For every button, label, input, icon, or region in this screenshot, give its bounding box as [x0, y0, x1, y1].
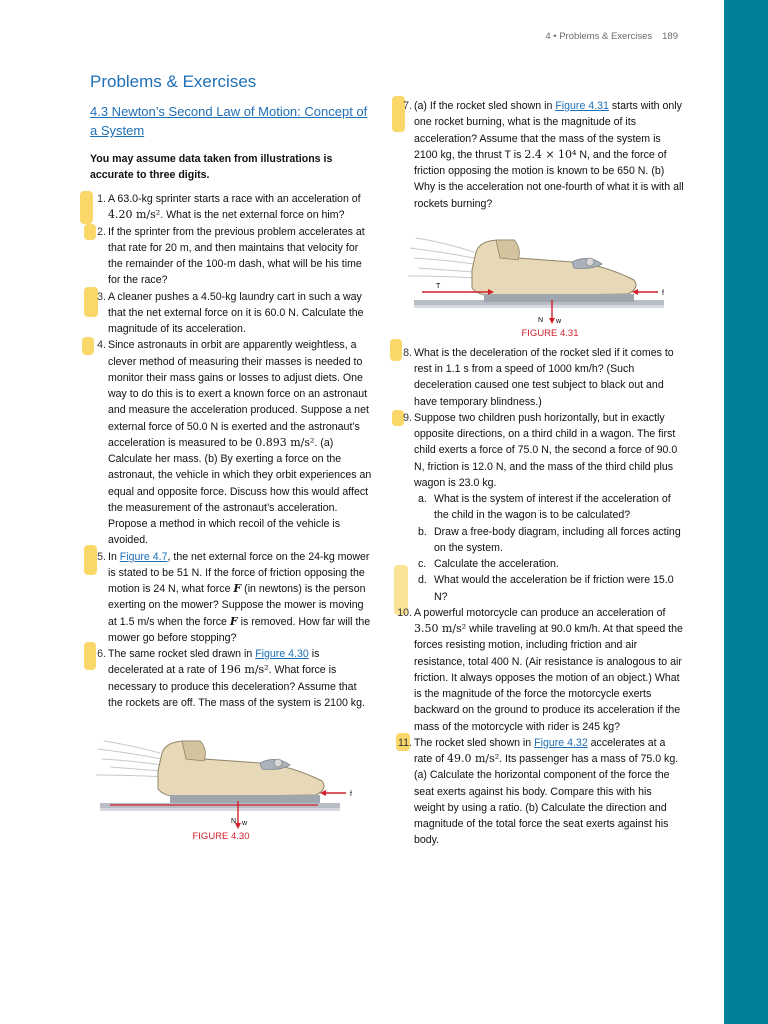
problem-text: Since astronauts in orbit are apparently weightless, a clever method of measuring their masses is needed to monitor their mass gains or losses to adjust diets. One way to do this is to exert a known force on an astronaut and measure the acceleration produced. Suppose a net external force of 50.0 N is exerted and the astronaut’s acceleration is measured to be: [108, 339, 369, 449]
problem-number: 3.: [97, 290, 106, 303]
problem-text: The rocket sled shown in: [414, 736, 535, 749]
problem-text: starts with only one rocket burning, what is the magnitude of its acceleration? Assume that the mass of the system is 2100 kg, the thrust T is: [414, 100, 682, 161]
subpart-text: What is the system of interest if the acceleration of the child in the wagon is to be calculated?: [434, 493, 671, 522]
problem-6: [90, 646, 372, 711]
figure-link[interactable]: Figure 4.31: [555, 100, 609, 112]
problem-text: What is the deceleration of the rocket sled if it comes to rest in 1.1 s from a speed of 1000 km/h? (Such deceleration caused one test subject to black out and have temporary blindness.): [414, 346, 674, 408]
math-expression: 3.50 m/s²: [414, 622, 467, 635]
math-expression: 0.893 m/s²: [255, 435, 315, 449]
problem-text: If the sprinter from the previous problem accelerates at that rate for 20 m, and then maintains that velocity for the remainder of the 100-m dash, what will be his time for the race?: [108, 225, 365, 287]
normal-force-label: N: [538, 316, 544, 324]
subpart-a: [396, 491, 684, 524]
math-variable: F: [229, 614, 238, 628]
problem-number: 4.: [97, 339, 106, 352]
problem-number: 11.: [398, 736, 412, 749]
problem-8: [396, 345, 684, 410]
subpart-label: a.: [418, 493, 427, 505]
problem-2: [90, 224, 372, 289]
left-column: [90, 72, 372, 842]
problem-text: (a) If the rocket sled shown in: [414, 100, 556, 112]
subpart-text: Draw a free-body diagram, including all forces acting on the system.: [434, 525, 681, 554]
weight-label: w: [242, 820, 248, 827]
friction-label: f: [662, 289, 664, 297]
thrust-label: T: [436, 282, 441, 290]
problem-number: 6.: [97, 648, 106, 660]
weight-label: w: [556, 317, 562, 325]
problem-text: A powerful motorcycle can produce an acceleration of: [414, 606, 666, 619]
subpart-label: d.: [418, 574, 427, 587]
problem-4: [90, 337, 372, 548]
problem-number: 8.: [403, 346, 412, 359]
problem-number: 7.: [403, 100, 412, 112]
problem-9-subparts: [396, 491, 684, 605]
problem-text: . Its passenger has a mass of 75.0 kg. (a) Calculate the horizontal component of the force the seat exerts against his body. Compare this with his weight by using a ratio. (b) Calculate the direction and magnitude of the total force the seat exerts against his body.: [414, 753, 679, 847]
friction-label: f: [350, 791, 352, 798]
problem-text: is removed. How far will the mower go before stopping?: [108, 615, 371, 644]
subpart-label: b.: [418, 525, 427, 538]
problem-text: (in newtons) is the person exerting on the mower? Suppose the mower is moving at 1.5 m/s when the force: [108, 583, 366, 628]
running-title: 4 • Problems & Exercises: [545, 31, 653, 42]
problem-number: 1.: [97, 193, 106, 205]
right-column: [396, 98, 684, 849]
problem-text: Suppose two children push horizontally, but in exactly opposite directions, on a third child in a wagon. The first child exerts a force of 75.0 N, the second a force of 90.0 N, friction is 12.0 N, and the mass of the third child plus wagon is 23.0 kg.: [414, 411, 678, 489]
problem-number: 2.: [97, 225, 106, 238]
intro-note: You may assume data taken from illustrations is accurate to three digits.: [90, 153, 333, 181]
problem-text: accelerates at a rate of: [414, 736, 666, 765]
figure-caption: FIGURE 4.30: [192, 831, 250, 842]
problem-number: 9.: [403, 411, 412, 424]
subsection-title[interactable]: 4.3 Newton’s Second Law of Motion: Concept of a System: [90, 104, 368, 138]
math-expression: 49.0 m/s²: [446, 752, 500, 765]
subpart-c: [396, 556, 684, 572]
problem-text: while traveling at 90.0 km/h. At that speed the forces resisting motion, including friction and air resistance, total 400 N. (Air resistance is analogous to air friction. It always opposes the motion of an object.) What is the magnitude of the force the motorcycle exerts backward on the ground to produce its acceleration if the mass of the motorcycle with rider is 245 kg?: [414, 623, 683, 733]
math-variable: F: [233, 582, 242, 595]
problem-7: [396, 98, 684, 212]
math-expression: 196 m/s²: [219, 663, 269, 677]
normal-force-label: N: [231, 818, 237, 825]
figure-caption: FIGURE 4.31: [521, 327, 579, 339]
problem-11: [396, 735, 684, 849]
subpart-label: c.: [418, 558, 427, 570]
problem-text: . (a) Calculate her mass. (b) By exerting a force on the astronaut, the vehicle in which they orbit experiences an equal and opposite force. Discuss how this would affect the measurement of the astronaut’s acceleration. Propose a method in which recoil of the vehicle is avoided.: [108, 436, 372, 547]
figure-link[interactable]: Figure 4.32: [534, 736, 588, 749]
figure-4-30: [90, 719, 372, 842]
problem-text: is decelerated at a rate of: [108, 648, 320, 677]
problem-3: [90, 289, 372, 338]
problem-10: [396, 605, 684, 735]
problem-text: In: [108, 550, 120, 563]
problem-number: 10.: [397, 606, 412, 619]
subpart-text: Calculate the acceleration.: [434, 558, 559, 570]
subpart-text: What would the acceleration be if friction were 15.0 N?: [434, 574, 674, 603]
problem-text: A cleaner pushes a 4.50-kg laundry cart in such a way that the net external force on it is 60.0 N. Calculate the magnitude of its acceleration.: [108, 290, 364, 335]
section-title: Problems & Exercises: [90, 72, 257, 91]
math-expression: 4.20 m/s²: [108, 208, 161, 222]
math-expression: 2.4 × 10⁴: [524, 147, 577, 161]
subpart-b: [396, 524, 684, 557]
problem-text: , the net external force on the 24-kg mower is stated to be 51 N. If the force of friction opposing the motion is 24 N, what force: [108, 550, 370, 595]
problem-text: A 63.0-kg sprinter starts a race with an acceleration of: [108, 193, 361, 205]
running-header: [400, 31, 678, 42]
problem-number: 5.: [97, 550, 106, 563]
problem-9: [396, 410, 684, 491]
problem-1: [90, 191, 372, 224]
figure-4-31: [396, 224, 684, 339]
figure-link[interactable]: Figure 4.7: [119, 550, 168, 563]
figure-link[interactable]: Figure 4.30: [255, 648, 309, 660]
subpart-d: [396, 572, 684, 605]
page-number: 189: [662, 31, 678, 42]
rocket-sled-illustration: [396, 224, 684, 328]
problem-text: . What is the net external force on him?: [160, 209, 345, 222]
problem-text: . What force is necessary to produce this deceleration? Assume that the rockets are off. The mass of the system is 2100 kg.: [108, 664, 365, 709]
rocket-sled-illustration: [90, 719, 372, 831]
problem-5: [90, 549, 372, 647]
side-color-bar: [724, 0, 768, 1024]
problem-text: N, and the force of friction opposing the motion is known to be 650 N. (b) Why is the acceleration not one-fourth of what it is with all rockets burning?: [414, 148, 684, 210]
problem-text: The same rocket sled drawn in: [108, 648, 256, 660]
